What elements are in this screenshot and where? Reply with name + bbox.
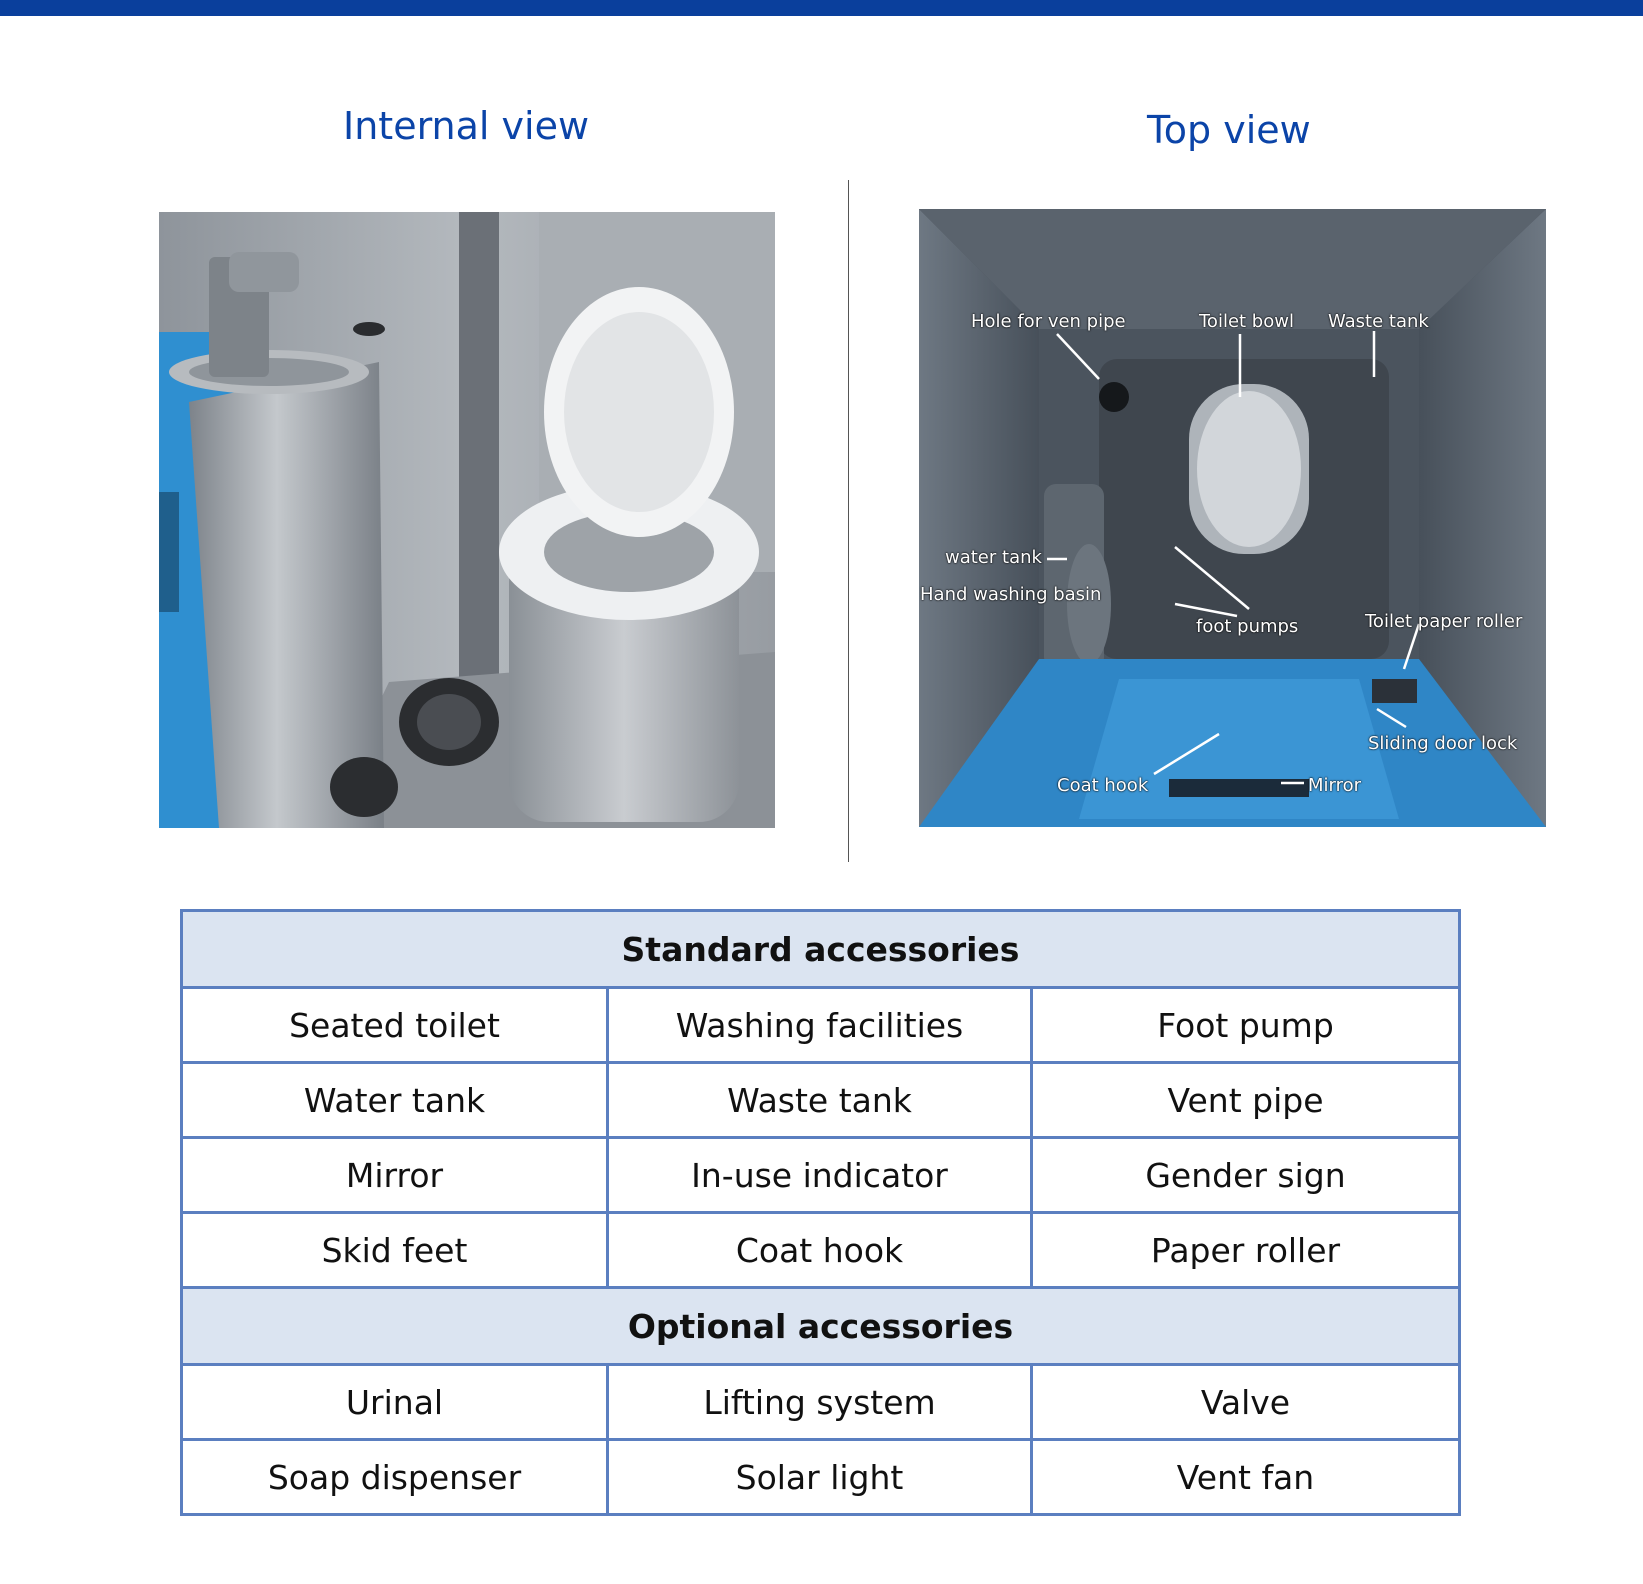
label-hand-basin: Hand washing basin — [920, 584, 1102, 605]
label-mirror: Mirror — [1308, 775, 1362, 796]
table-cell: Washing facilities — [608, 988, 1032, 1063]
table-cell: Vent fan — [1032, 1440, 1460, 1515]
top-view-photo — [919, 209, 1546, 827]
top-accent-bar — [0, 0, 1643, 16]
label-foot-pumps: foot pumps — [1196, 616, 1299, 637]
table-cell: Skid feet — [182, 1213, 608, 1288]
table-cell: In-use indicator — [608, 1138, 1032, 1213]
label-paper-roller: Toilet paper roller — [1365, 611, 1523, 632]
table-cell: Valve — [1032, 1365, 1460, 1440]
standard-header-row — [182, 911, 1460, 988]
table-cell: Waste tank — [608, 1063, 1032, 1138]
accessories-table — [180, 909, 1461, 1516]
table-row — [182, 1138, 1460, 1213]
label-toilet-bowl: Toilet bowl — [1199, 311, 1294, 332]
label-door-lock: Sliding door lock — [1368, 733, 1518, 754]
table-row — [182, 1440, 1460, 1515]
table-cell: Soap dispenser — [182, 1440, 608, 1515]
table-cell: Paper roller — [1032, 1213, 1460, 1288]
label-waste-tank: Waste tank — [1328, 311, 1429, 332]
table-cell: Seated toilet — [182, 988, 608, 1063]
table-cell: Water tank — [182, 1063, 608, 1138]
table-row — [182, 1063, 1460, 1138]
table-cell: Coat hook — [608, 1213, 1032, 1288]
table-row — [182, 1365, 1460, 1440]
optional-header-row — [182, 1288, 1460, 1365]
table-cell: Urinal — [182, 1365, 608, 1440]
table-row — [182, 988, 1460, 1063]
table-cell: Vent pipe — [1032, 1063, 1460, 1138]
table-row — [182, 1213, 1460, 1288]
top-view-title: Top view — [1147, 108, 1311, 152]
table-cell: Mirror — [182, 1138, 608, 1213]
vertical-divider — [848, 180, 849, 862]
label-vent-hole: Hole for ven pipe — [971, 311, 1126, 332]
label-water-tank: water tank — [945, 547, 1042, 568]
optional-accessories-title: Optional accessories — [182, 1288, 1460, 1365]
standard-accessories-title: Standard accessories — [182, 911, 1460, 988]
table-cell: Solar light — [608, 1440, 1032, 1515]
table-cell: Gender sign — [1032, 1138, 1460, 1213]
label-coat-hook: Coat hook — [1057, 775, 1149, 796]
table-cell: Lifting system — [608, 1365, 1032, 1440]
internal-view-title: Internal view — [343, 104, 590, 148]
table-cell: Foot pump — [1032, 988, 1460, 1063]
internal-view-photo — [159, 212, 775, 828]
